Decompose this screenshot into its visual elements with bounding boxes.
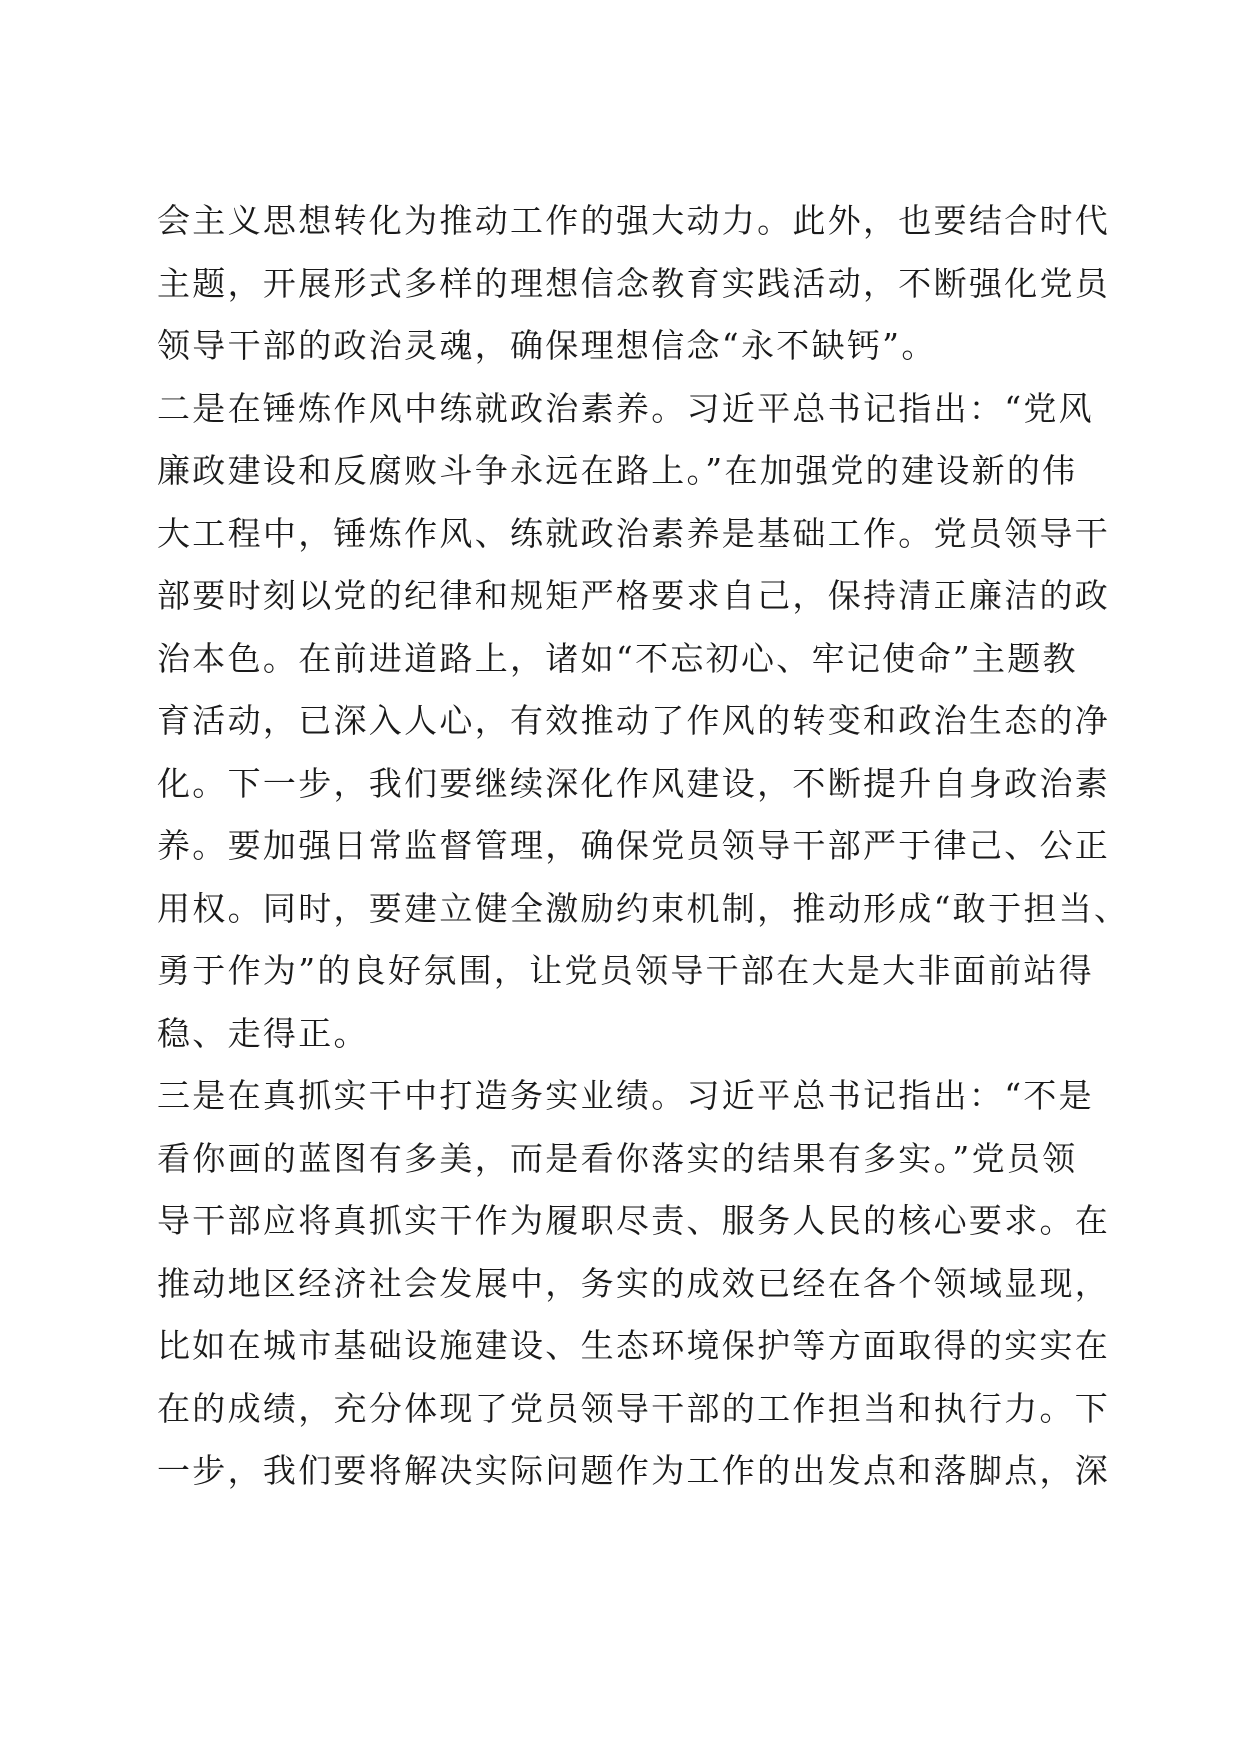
text-line: 三是在真抓实干中打造务实业绩。习近平总书记指出：“不是	[157, 1076, 1094, 1115]
text-line: 治本色。在前进道路上，诸如“不忘初心、牢记使命”主题教	[157, 638, 1078, 678]
text-line: 会主义思想转化为推动工作的强大动力。此外，也要结合时代	[157, 201, 1111, 240]
text-line: 看你画的蓝图有多美，而是看你落实的结果有多实。”党员领	[157, 1138, 1078, 1178]
text-line: 育活动，已深入人心，有效推动了作风的转变和政治生态的净	[157, 701, 1111, 740]
text-line: 二是在锤炼作风中练就政治素养。习近平总书记指出：“党风	[157, 388, 1094, 428]
text-line: 导干部应将真抓实干作为履职尽责、服务人民的核心要求。在	[157, 1201, 1111, 1240]
text-line: 在的成绩，充分体现了党员领导干部的工作担当和执行力。下	[157, 1388, 1111, 1428]
text-line: 主题，开展形式多样的理想信念教育实践活动，不断强化党员	[157, 263, 1111, 303]
body-text	[157, 190, 1130, 1503]
text-line: 一步，我们要将解决实际问题作为工作的出发点和落脚点，深	[157, 1451, 1111, 1490]
text-line: 化。下一步，我们要继续深化作风建设，不断提升自身政治素	[157, 763, 1111, 803]
text-line: 部要时刻以党的纪律和规矩严格要求自己，保持清正廉洁的政	[157, 576, 1111, 615]
text-line: 比如在城市基础设施建设、生态环境保护等方面取得的实实在	[157, 1326, 1111, 1365]
text-line: 勇于作为”的良好氛围，让党员领导干部在大是大非面前站得	[157, 951, 1094, 990]
text-line: 稳、走得正。	[157, 1013, 369, 1053]
text-line: 养。要加强日常监督管理，确保党员领导干部严于律己、公正	[157, 826, 1111, 865]
text-line: 用权。同时，要建立健全激励约束机制，推动形成“敢于担当、	[157, 888, 1130, 928]
text-line: 大工程中，锤炼作风、练就政治素养是基础工作。党员领导干	[157, 513, 1111, 553]
text-line: 推动地区经济社会发展中，务实的成效已经在各个领域显现，	[157, 1263, 1111, 1303]
text-line: 领导干部的政治灵魂，确保理想信念“永不缺钙”。	[157, 326, 937, 365]
text-line: 廉政建设和反腐败斗争永远在路上。”在加强党的建设新的伟	[157, 451, 1078, 490]
